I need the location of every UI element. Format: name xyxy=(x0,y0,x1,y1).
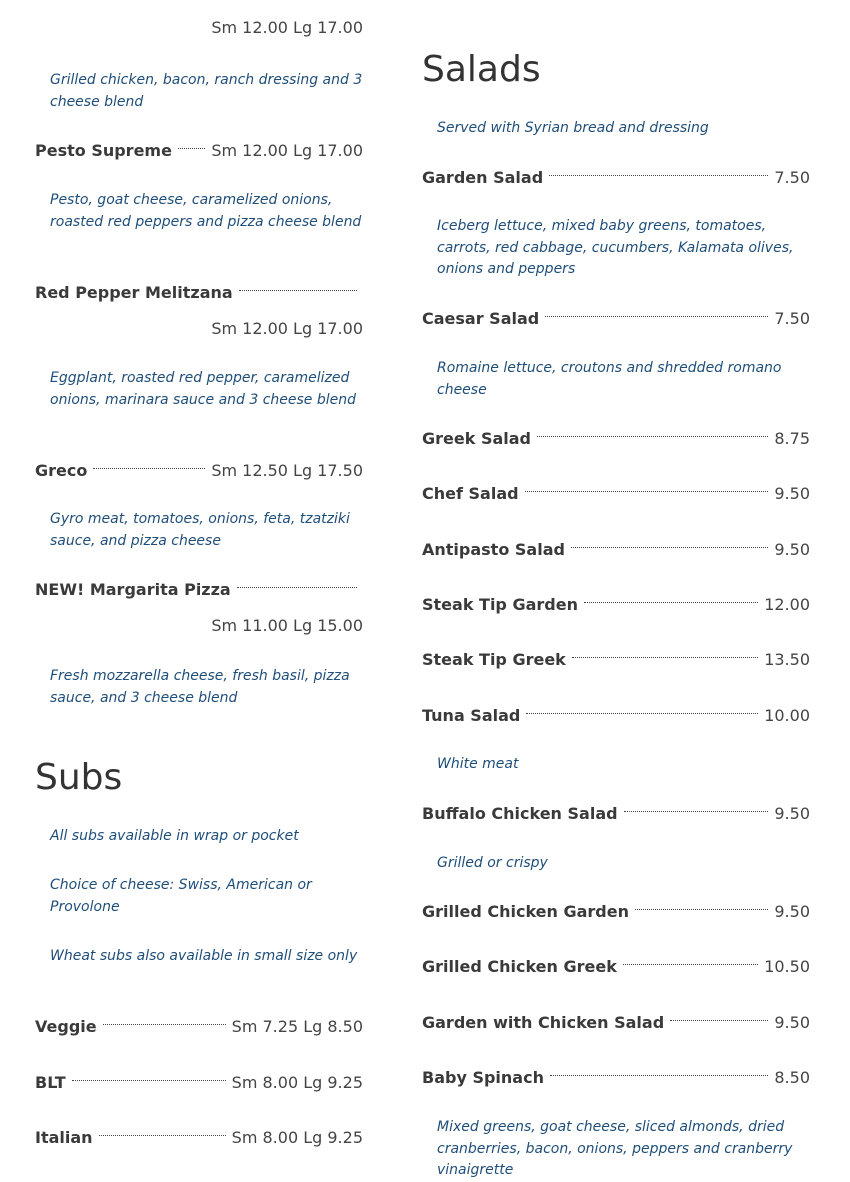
menu-item-tuna-salad xyxy=(422,706,810,726)
item-description: Iceberg lettuce, mixed baby greens, tomatoes, carrots, red cabbage, cucumbers, Kalamata olives, onions and peppers xyxy=(437,218,794,277)
item-price: 9.50 xyxy=(774,540,810,559)
item-name: Grilled Chicken Garden xyxy=(422,902,629,921)
item-price: 7.50 xyxy=(774,168,810,187)
item-price: 10.50 xyxy=(764,957,810,976)
item-name: Steak Tip Greek xyxy=(422,650,566,669)
leader-dots xyxy=(103,1024,226,1025)
item-description: Romaine lettuce, croutons and shredded romano cheese xyxy=(437,360,782,398)
item-name: Pesto Supreme xyxy=(35,141,172,160)
item-name: Buffalo Chicken Salad xyxy=(422,804,618,823)
leader-dots xyxy=(537,436,768,437)
subs-note: Wheat subs also available in small size only xyxy=(50,948,358,964)
item-name: Italian xyxy=(35,1128,93,1147)
item-price: Sm 8.00 Lg 9.25 xyxy=(231,1128,363,1147)
item-price: 12.00 xyxy=(764,595,810,614)
leader-dots xyxy=(572,657,758,658)
item-name: Antipasto Salad xyxy=(422,540,565,559)
menu-item-red-pepper-melitzana xyxy=(35,283,363,339)
menu-item-pesto-supreme xyxy=(35,141,363,161)
menu-item-steak-tip-garden xyxy=(422,595,810,615)
item-name: Garden with Chicken Salad xyxy=(422,1013,665,1032)
menu-item-margarita-pizza xyxy=(35,580,363,636)
item-description: Gyro meat, tomatoes, onions, feta, tzatziki sauce, and pizza cheese xyxy=(50,511,350,549)
menu-item-grilled-chicken-garden xyxy=(422,902,810,922)
item-price: 9.50 xyxy=(774,902,810,921)
item-price: Sm 12.00 Lg 17.00 xyxy=(211,18,363,37)
item-name: Tuna Salad xyxy=(422,706,521,725)
leader-dots xyxy=(93,468,205,469)
menu-item-steak-tip-greek xyxy=(422,650,810,670)
menu-item-chef-salad xyxy=(422,484,810,504)
item-name: NEW! Margarita Pizza xyxy=(35,580,231,599)
leader-dots xyxy=(239,290,357,291)
leader-dots xyxy=(525,491,769,492)
menu-item-buffalo-chicken-salad xyxy=(422,804,810,824)
item-description: Mixed greens, goat cheese, sliced almonds, dried cranberries, bacon, onions, peppers and cranberry vinaigrette xyxy=(437,1119,793,1178)
menu-item-veggie xyxy=(35,1017,363,1037)
leader-dots xyxy=(72,1080,226,1081)
item-name: Veggie xyxy=(35,1017,97,1036)
item-price: 9.50 xyxy=(774,804,810,823)
item-price: 8.75 xyxy=(774,429,810,448)
item-name: Baby Spinach xyxy=(422,1068,544,1087)
item-price: Sm 12.00 Lg 17.00 xyxy=(211,319,363,338)
item-name: Greco xyxy=(35,461,88,480)
item-name: Steak Tip Garden xyxy=(422,595,578,614)
item-price: Sm 11.00 Lg 15.00 xyxy=(211,616,363,635)
leader-dots xyxy=(571,547,768,548)
item-name: Grilled Chicken Greek xyxy=(422,957,617,976)
item-description: Grilled chicken, bacon, ranch dressing and 3 cheese blend xyxy=(50,72,363,110)
item-price: Sm 12.50 Lg 17.50 xyxy=(211,461,363,480)
leader-dots xyxy=(670,1020,768,1021)
menu-item-garden-with-chicken-salad xyxy=(422,1013,810,1033)
item-name: Greek Salad xyxy=(422,429,531,448)
item-price: 9.50 xyxy=(774,484,810,503)
item-name: Red Pepper Melitzana xyxy=(35,283,233,302)
menu-item-greco xyxy=(35,461,363,481)
subs-note: Choice of cheese: Swiss, American or Provolone xyxy=(50,877,312,915)
menu-item-caesar-salad xyxy=(422,309,810,329)
menu-item-grilled-chicken-greek xyxy=(422,957,810,977)
menu-item-italian xyxy=(35,1128,363,1148)
leader-dots xyxy=(545,316,768,317)
menu-item-antipasto-salad xyxy=(422,540,810,560)
section-heading-subs: Subs xyxy=(35,757,123,798)
item-description: Eggplant, roasted red pepper, caramelized onions, marinara sauce and 3 cheese blend xyxy=(50,370,357,408)
menu-item-blt xyxy=(35,1073,363,1093)
leader-dots xyxy=(237,587,357,588)
item-description: Grilled or crispy xyxy=(437,855,548,871)
leader-dots xyxy=(584,602,758,603)
item-name: Chef Salad xyxy=(422,484,519,503)
menu-item-baby-spinach xyxy=(422,1068,810,1088)
section-heading-salads: Salads xyxy=(422,49,541,90)
item-price: 9.50 xyxy=(774,1013,810,1032)
menu-item-greek-salad xyxy=(422,429,810,449)
menu-item-garden-salad xyxy=(422,168,810,188)
leader-dots xyxy=(635,909,768,910)
leader-dots xyxy=(550,1075,768,1076)
item-price: 10.00 xyxy=(764,706,810,725)
leader-dots xyxy=(99,1135,226,1136)
item-description: White meat xyxy=(437,756,519,772)
item-name: Garden Salad xyxy=(422,168,544,187)
item-price: 7.50 xyxy=(774,309,810,328)
subs-note: All subs available in wrap or pocket xyxy=(50,828,299,844)
item-description: Pesto, goat cheese, caramelized onions, roasted red peppers and pizza cheese blend xyxy=(50,192,362,230)
leader-dots xyxy=(623,964,758,965)
item-price: Sm 7.25 Lg 8.50 xyxy=(231,1017,363,1036)
item-name: Caesar Salad xyxy=(422,309,540,328)
item-price: Sm 12.00 Lg 17.00 xyxy=(211,141,363,160)
item-description: Fresh mozzarella cheese, fresh basil, pizza sauce, and 3 cheese blend xyxy=(50,668,350,706)
item-name xyxy=(35,0,227,2)
item-price: 8.50 xyxy=(774,1068,810,1087)
item-name: BLT xyxy=(35,1073,66,1092)
leader-dots xyxy=(526,713,758,714)
menu-item-chicken-bacon-ranch xyxy=(35,0,363,38)
leader-dots xyxy=(624,811,769,812)
salads-note: Served with Syrian bread and dressing xyxy=(437,120,709,136)
leader-dots xyxy=(178,148,205,149)
item-price: Sm 8.00 Lg 9.25 xyxy=(231,1073,363,1092)
leader-dots xyxy=(549,175,768,176)
item-price: 13.50 xyxy=(764,650,810,669)
